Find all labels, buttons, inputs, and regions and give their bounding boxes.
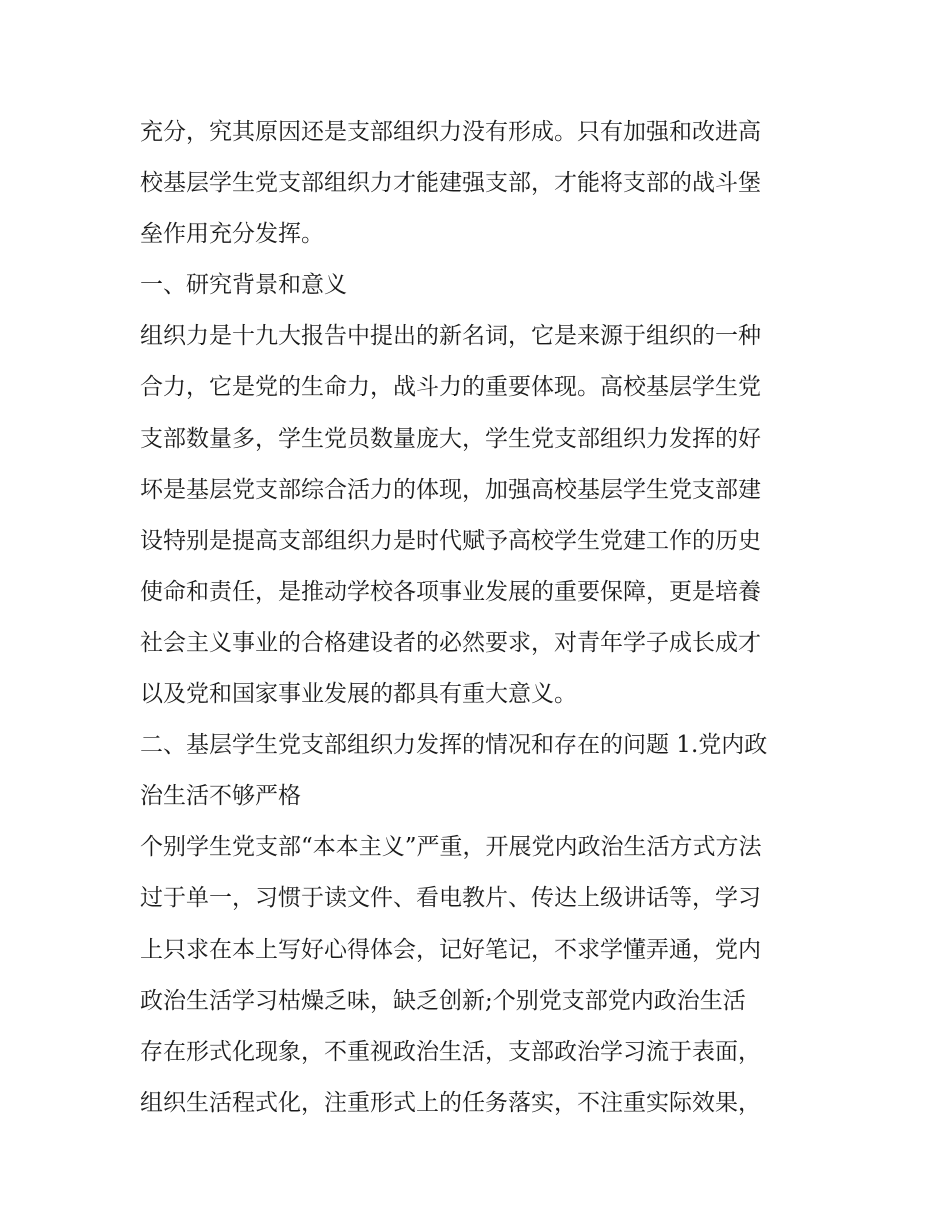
text-line: 存在形式化现象，不重视政治生活，支部政治学习流于表面， xyxy=(140,1038,761,1065)
body-text xyxy=(140,107,820,1129)
text-line: 社会主义事业的合格建设者的必然要求，对青年学子成长成才 xyxy=(140,629,761,656)
text-line: 校基层学生党支部组织力才能建强支部，才能将支部的战斗堡 xyxy=(140,170,761,197)
text-line: 政治生活学习枯燥乏味，缺乏创新;个别党支部党内政治生活 xyxy=(140,987,746,1014)
text-line: 以及党和国家事业发展的都具有重大意义。 xyxy=(140,681,577,708)
text-line: 合力，它是党的生命力，战斗力的重要体现。高校基层学生党 xyxy=(140,374,761,401)
section-heading-1: 一、研究背景和意义 xyxy=(140,272,347,299)
text-line: 支部数量多，学生党员数量庞大，学生党支部组织力发挥的好 xyxy=(140,425,761,452)
text-line: 充分，究其原因还是支部组织力没有形成。只有加强和改进高 xyxy=(140,119,761,145)
section-heading-2: 二、基层学生党支部组织力发挥的情况和存在的问题 1.党内政 xyxy=(140,732,768,759)
text-line: 组织力是十九大报告中提出的新名词，它是来源于组织的一种 xyxy=(140,323,761,350)
text-line: 组织生活程式化，注重形式上的任务落实，不注重实际效果， xyxy=(140,1089,761,1116)
text-line: 治生活不够严格 xyxy=(140,783,301,810)
text-line: 坏是基层党支部综合活力的体现，加强高校基层学生党支部建 xyxy=(140,476,761,503)
text-line: 过于单一，习惯于读文件、看电教片、传达上级讲话等，学习 xyxy=(140,885,761,912)
text-line: 使命和责任，是推动学校各项事业发展的重要保障，更是培養 xyxy=(140,578,761,605)
text-line: 垒作用充分发挥。 xyxy=(140,221,324,248)
text-line: 个别学生党支部“本本主义”严重，开展党内政治生活方式方法 xyxy=(140,834,762,861)
text-line: 上只求在本上写好心得体会，记好笔记，不求学懂弄通，党内 xyxy=(140,936,761,963)
text-line: 设特别是提高支部组织力是时代赋予高校学生党建工作的历史 xyxy=(140,527,761,554)
